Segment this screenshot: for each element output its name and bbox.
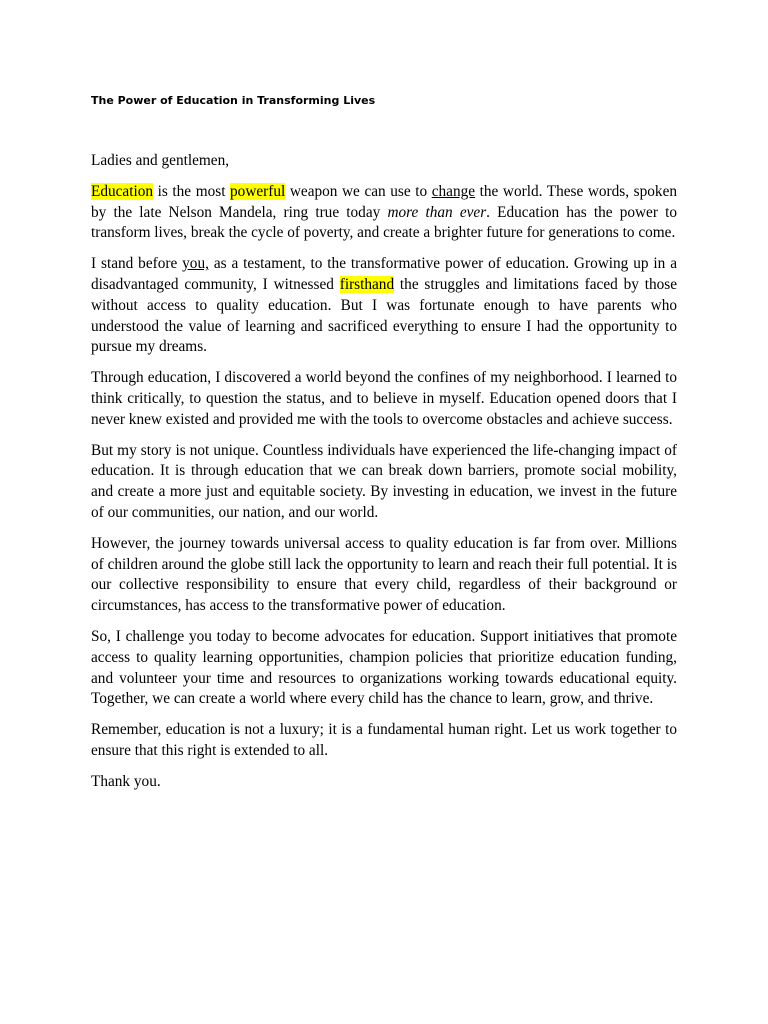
paragraph-1 (91, 182, 677, 244)
document-body (91, 151, 677, 803)
highlighted-word-powerful: powerful (230, 182, 286, 200)
highlighted-word-firsthand: firsthand (339, 275, 395, 293)
paragraph-1-text: . Education has the power to transform lives, break the cycle of poverty, and create a brighter future for generations to come. (91, 203, 677, 242)
underlined-word-you: you, (182, 255, 209, 273)
document-title: The Power of Education in Transforming Lives (91, 94, 376, 107)
paragraph-5: However, the journey towards universal access to quality education is far from over. Millions of children around the globe still lack the opportunity to learn and reach their full potential. It is our collective responsibility to ensure that every child, regardless of their background or circumstances, has access to the transformative power of education. (91, 534, 677, 615)
paragraph-2 (91, 254, 677, 358)
paragraph-6: So, I challenge you today to become advocates for education. Support initiatives that promote access to quality learning opportunities, champion policies that prioritize education funding, and volunteer your time and resources to organizations working towards educational equity. Together, we can create a world where every child has the chance to learn, grow, and thrive. (91, 627, 677, 708)
paragraph-3: Through education, I discovered a world beyond the confines of my neighborhood. I learned to think critically, to question the status, and to believe in myself. Education opened doors that I never knew existed and provided me with the tools to overcome obstacles and achieve success. (91, 369, 677, 428)
italic-phrase: more than ever (387, 203, 487, 221)
salutation: Ladies and gentlemen, (91, 152, 230, 169)
paragraph-1-text: is the most (153, 182, 231, 200)
underlined-word-change: change (431, 182, 476, 200)
paragraph-4: But my story is not unique. Countless individuals have experienced the life-changing impact of education. It is through education that we can break down barriers, promote social mobility, and create a more just and equitable society. By investing in education, we invest in the future of our communities, our nation, and our world. (91, 441, 677, 521)
paragraph-1-text: the world. These words, spoken by the late Nelson Mandela, ring true today (91, 182, 678, 221)
paragraph-2-text: as a testament, to the transformative power of education. Growing up in a disadvantaged community, I witnessed (91, 255, 677, 293)
paragraph-2-text: the struggles and limitations faced by those without access to quality education. But I was fortunate enough to have parents who understood the value of learning and sacrificed everything to ensure I had the opportunity to pursue my dreams. (91, 275, 677, 356)
paragraph-2-text: I stand before (91, 255, 183, 273)
closing: Thank you. (91, 772, 161, 790)
paragraph-1-text: weapon we can use to (285, 182, 432, 200)
highlighted-word-education: Education (91, 182, 154, 200)
paragraph-7: Remember, education is not a luxury; it is a fundamental human right. Let us work together to ensure that this right is extended to all. (91, 721, 677, 759)
